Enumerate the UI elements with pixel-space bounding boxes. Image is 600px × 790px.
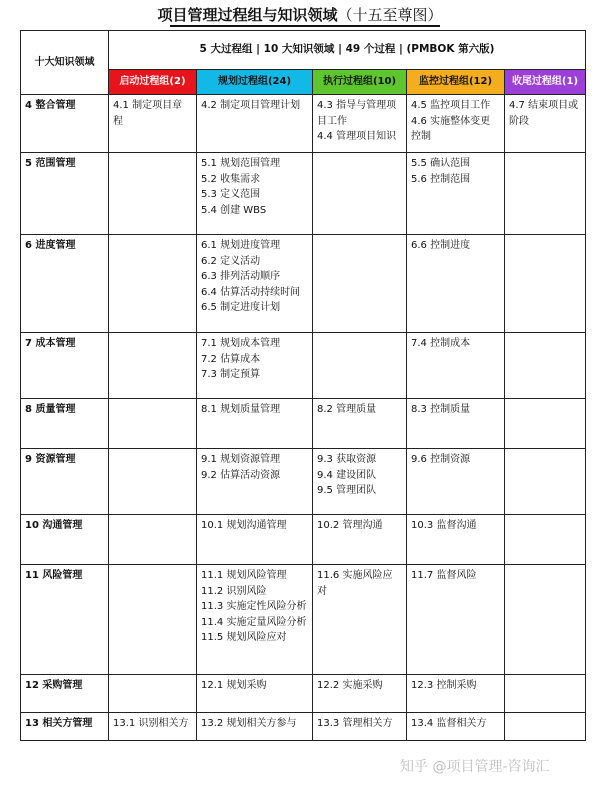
- process-item: 9.5 管理团队: [317, 485, 377, 496]
- process-cell-initiating: [109, 399, 197, 449]
- process-cell-initiating: [109, 235, 197, 333]
- title-main: 项目管理过程组与知识领域: [157, 6, 338, 24]
- process-item: 4.2 制定项目管理计划: [201, 100, 301, 111]
- process-item: 4.7 结束项目或阶段: [509, 100, 579, 127]
- process-item: 6.3 排列活动顺序: [201, 271, 281, 282]
- group-header-initiating: 启动过程组(2): [109, 70, 197, 95]
- knowledge-area-cell: 13 相关方管理: [21, 713, 109, 741]
- process-item: 4.4 管理项目知识: [317, 131, 397, 142]
- group-header-closing: 收尾过程组(1): [505, 70, 586, 95]
- process-cell-initiating: [109, 449, 197, 515]
- group-header-monitoring: 监控过程组(12): [407, 70, 505, 95]
- table-row: [21, 565, 586, 675]
- process-item: 8.2 管理质量: [317, 404, 377, 415]
- process-cell-initiating: [109, 515, 197, 565]
- process-cell-planning: [197, 565, 313, 675]
- process-cell-closing: [505, 515, 586, 565]
- table-row: [21, 515, 586, 565]
- process-item: 5.6 控制范围: [411, 173, 471, 185]
- process-item: 9.2 估算活动资源: [201, 469, 281, 481]
- process-cell-initiating: [109, 153, 197, 235]
- process-item: 11.2 识别风险: [201, 585, 267, 597]
- knowledge-area-cell: 12 采购管理: [21, 675, 109, 713]
- table-row: [21, 235, 586, 333]
- process-item: 12.1 规划采购: [201, 680, 267, 691]
- process-cell-monitoring: [407, 153, 505, 235]
- process-item: 9.6 控制资源: [411, 454, 471, 465]
- process-item: 4.1 制定项目章程: [113, 100, 183, 127]
- process-cell-closing: [505, 235, 586, 333]
- page-title: [0, 4, 600, 25]
- process-cell-executing: [313, 95, 407, 153]
- process-cell-closing: [505, 449, 586, 515]
- process-item: 11.3 实施定性风险分析: [201, 601, 307, 612]
- process-item: 5.4 创建 WBS: [201, 204, 267, 216]
- group-header-planning: 规划过程组(24): [197, 70, 313, 95]
- knowledge-area-cell: 8 质量管理: [21, 399, 109, 449]
- process-cell-initiating: [109, 565, 197, 675]
- process-item: 8.1 规划质量管理: [201, 404, 281, 415]
- process-cell-planning: [197, 235, 313, 333]
- title-underline: [170, 25, 440, 27]
- knowledge-area-cell: 9 资源管理: [21, 449, 109, 515]
- process-item: 12.3 控制采购: [411, 680, 477, 691]
- process-item: 7.3 制定预算: [201, 369, 261, 380]
- process-item: 6.1 规划进度管理: [201, 240, 281, 251]
- process-cell-executing: [313, 153, 407, 235]
- process-item: 6.2 定义活动: [201, 255, 261, 267]
- knowledge-areas-header: 十大知识领域: [21, 31, 109, 95]
- process-cell-monitoring: [407, 449, 505, 515]
- process-cell-executing: [313, 235, 407, 333]
- process-cell-executing: [313, 565, 407, 675]
- group-header-executing: 执行过程组(10): [313, 70, 407, 95]
- process-cell-monitoring: [407, 333, 505, 399]
- process-cell-initiating: [109, 95, 197, 153]
- process-cell-planning: [197, 333, 313, 399]
- process-item: 10.2 管理沟通: [317, 520, 383, 531]
- process-item: 11.4 实施定量风险分析: [201, 616, 307, 628]
- process-item: 4.5 监控项目工作: [411, 100, 491, 111]
- process-cell-monitoring: [407, 399, 505, 449]
- process-cell-initiating: [109, 333, 197, 399]
- process-cell-planning: [197, 95, 313, 153]
- process-cell-closing: [505, 713, 586, 741]
- process-item: 7.1 规划成本管理: [201, 338, 281, 349]
- process-cell-monitoring: [407, 713, 505, 741]
- process-cell-executing: [313, 399, 407, 449]
- process-item: 9.4 建设团队: [317, 469, 377, 481]
- table-row: [21, 95, 586, 153]
- process-cell-executing: [313, 333, 407, 399]
- process-cell-initiating: [109, 713, 197, 741]
- process-item: 11.5 规划风险应对: [201, 632, 287, 643]
- process-cell-planning: [197, 713, 313, 741]
- process-cell-monitoring: [407, 95, 505, 153]
- knowledge-area-cell: 4 整合管理: [21, 95, 109, 153]
- process-item: 9.3 获取资源: [317, 454, 377, 465]
- table-row: [21, 675, 586, 713]
- process-item: 4.3 指导与管理项目工作: [317, 100, 397, 127]
- process-item: 5.2 收集需求: [201, 173, 261, 185]
- process-cell-closing: [505, 675, 586, 713]
- table-row: [21, 399, 586, 449]
- process-item: 7.4 控制成本: [411, 338, 471, 349]
- process-cell-planning: [197, 153, 313, 235]
- process-cell-closing: [505, 399, 586, 449]
- process-item: 6.5 制定进度计划: [201, 302, 281, 313]
- process-cell-monitoring: [407, 675, 505, 713]
- process-cell-closing: [505, 565, 586, 675]
- process-item: 13.3 管理相关方: [317, 718, 393, 729]
- knowledge-area-cell: 6 进度管理: [21, 235, 109, 333]
- process-cell-initiating: [109, 675, 197, 713]
- process-cell-planning: [197, 515, 313, 565]
- knowledge-area-cell: 5 范围管理: [21, 153, 109, 235]
- process-cell-executing: [313, 515, 407, 565]
- process-item: 12.2 实施采购: [317, 680, 383, 691]
- process-item: 5.5 确认范围: [411, 158, 471, 169]
- table-row: [21, 713, 586, 741]
- process-item: 13.4 监督相关方: [411, 718, 487, 729]
- process-cell-planning: [197, 399, 313, 449]
- table-row: [21, 449, 586, 515]
- process-item: 11.6 实施风险应对: [317, 570, 393, 597]
- table-row: [21, 333, 586, 399]
- process-item: 6.4 估算活动持续时间: [201, 286, 301, 298]
- table-row: [21, 153, 586, 235]
- process-cell-planning: [197, 675, 313, 713]
- title-sub: （十五至尊图）: [337, 6, 443, 24]
- process-item: 9.1 规划资源管理: [201, 454, 281, 465]
- process-cell-monitoring: [407, 565, 505, 675]
- process-cell-executing: [313, 713, 407, 741]
- process-cell-planning: [197, 449, 313, 515]
- knowledge-area-cell: 7 成本管理: [21, 333, 109, 399]
- process-cell-executing: [313, 449, 407, 515]
- process-item: 8.3 控制质量: [411, 404, 471, 415]
- process-item: 13.1 识别相关方: [113, 718, 189, 729]
- process-item: 11.1 规划风险管理: [201, 570, 287, 581]
- process-cell-monitoring: [407, 235, 505, 333]
- process-item: 11.7 监督风险: [411, 570, 477, 581]
- process-item: 6.6 控制进度: [411, 240, 471, 251]
- process-item: 5.1 规划范围管理: [201, 158, 281, 169]
- process-cell-closing: [505, 153, 586, 235]
- process-cell-closing: [505, 95, 586, 153]
- process-item: 5.3 定义范围: [201, 189, 261, 200]
- process-matrix-table: [20, 30, 586, 741]
- process-cell-closing: [505, 333, 586, 399]
- process-item: 10.1 规划沟通管理: [201, 520, 287, 531]
- knowledge-area-cell: 11 风险管理: [21, 565, 109, 675]
- process-cell-executing: [313, 675, 407, 713]
- process-item: 10.3 监督沟通: [411, 520, 477, 531]
- process-item: 4.6 实施整体变更控制: [411, 115, 491, 142]
- process-cell-monitoring: [407, 515, 505, 565]
- knowledge-area-cell: 10 沟通管理: [21, 515, 109, 565]
- process-item: 7.2 估算成本: [201, 353, 261, 365]
- process-item: 13.2 规划相关方参与: [201, 718, 297, 729]
- summary-header: 5 大过程组 | 10 大知识领域 | 49 个过程 | (PMBOK 第六版): [109, 31, 586, 70]
- watermark: 知乎 @项目管理-咨询汇: [400, 759, 550, 775]
